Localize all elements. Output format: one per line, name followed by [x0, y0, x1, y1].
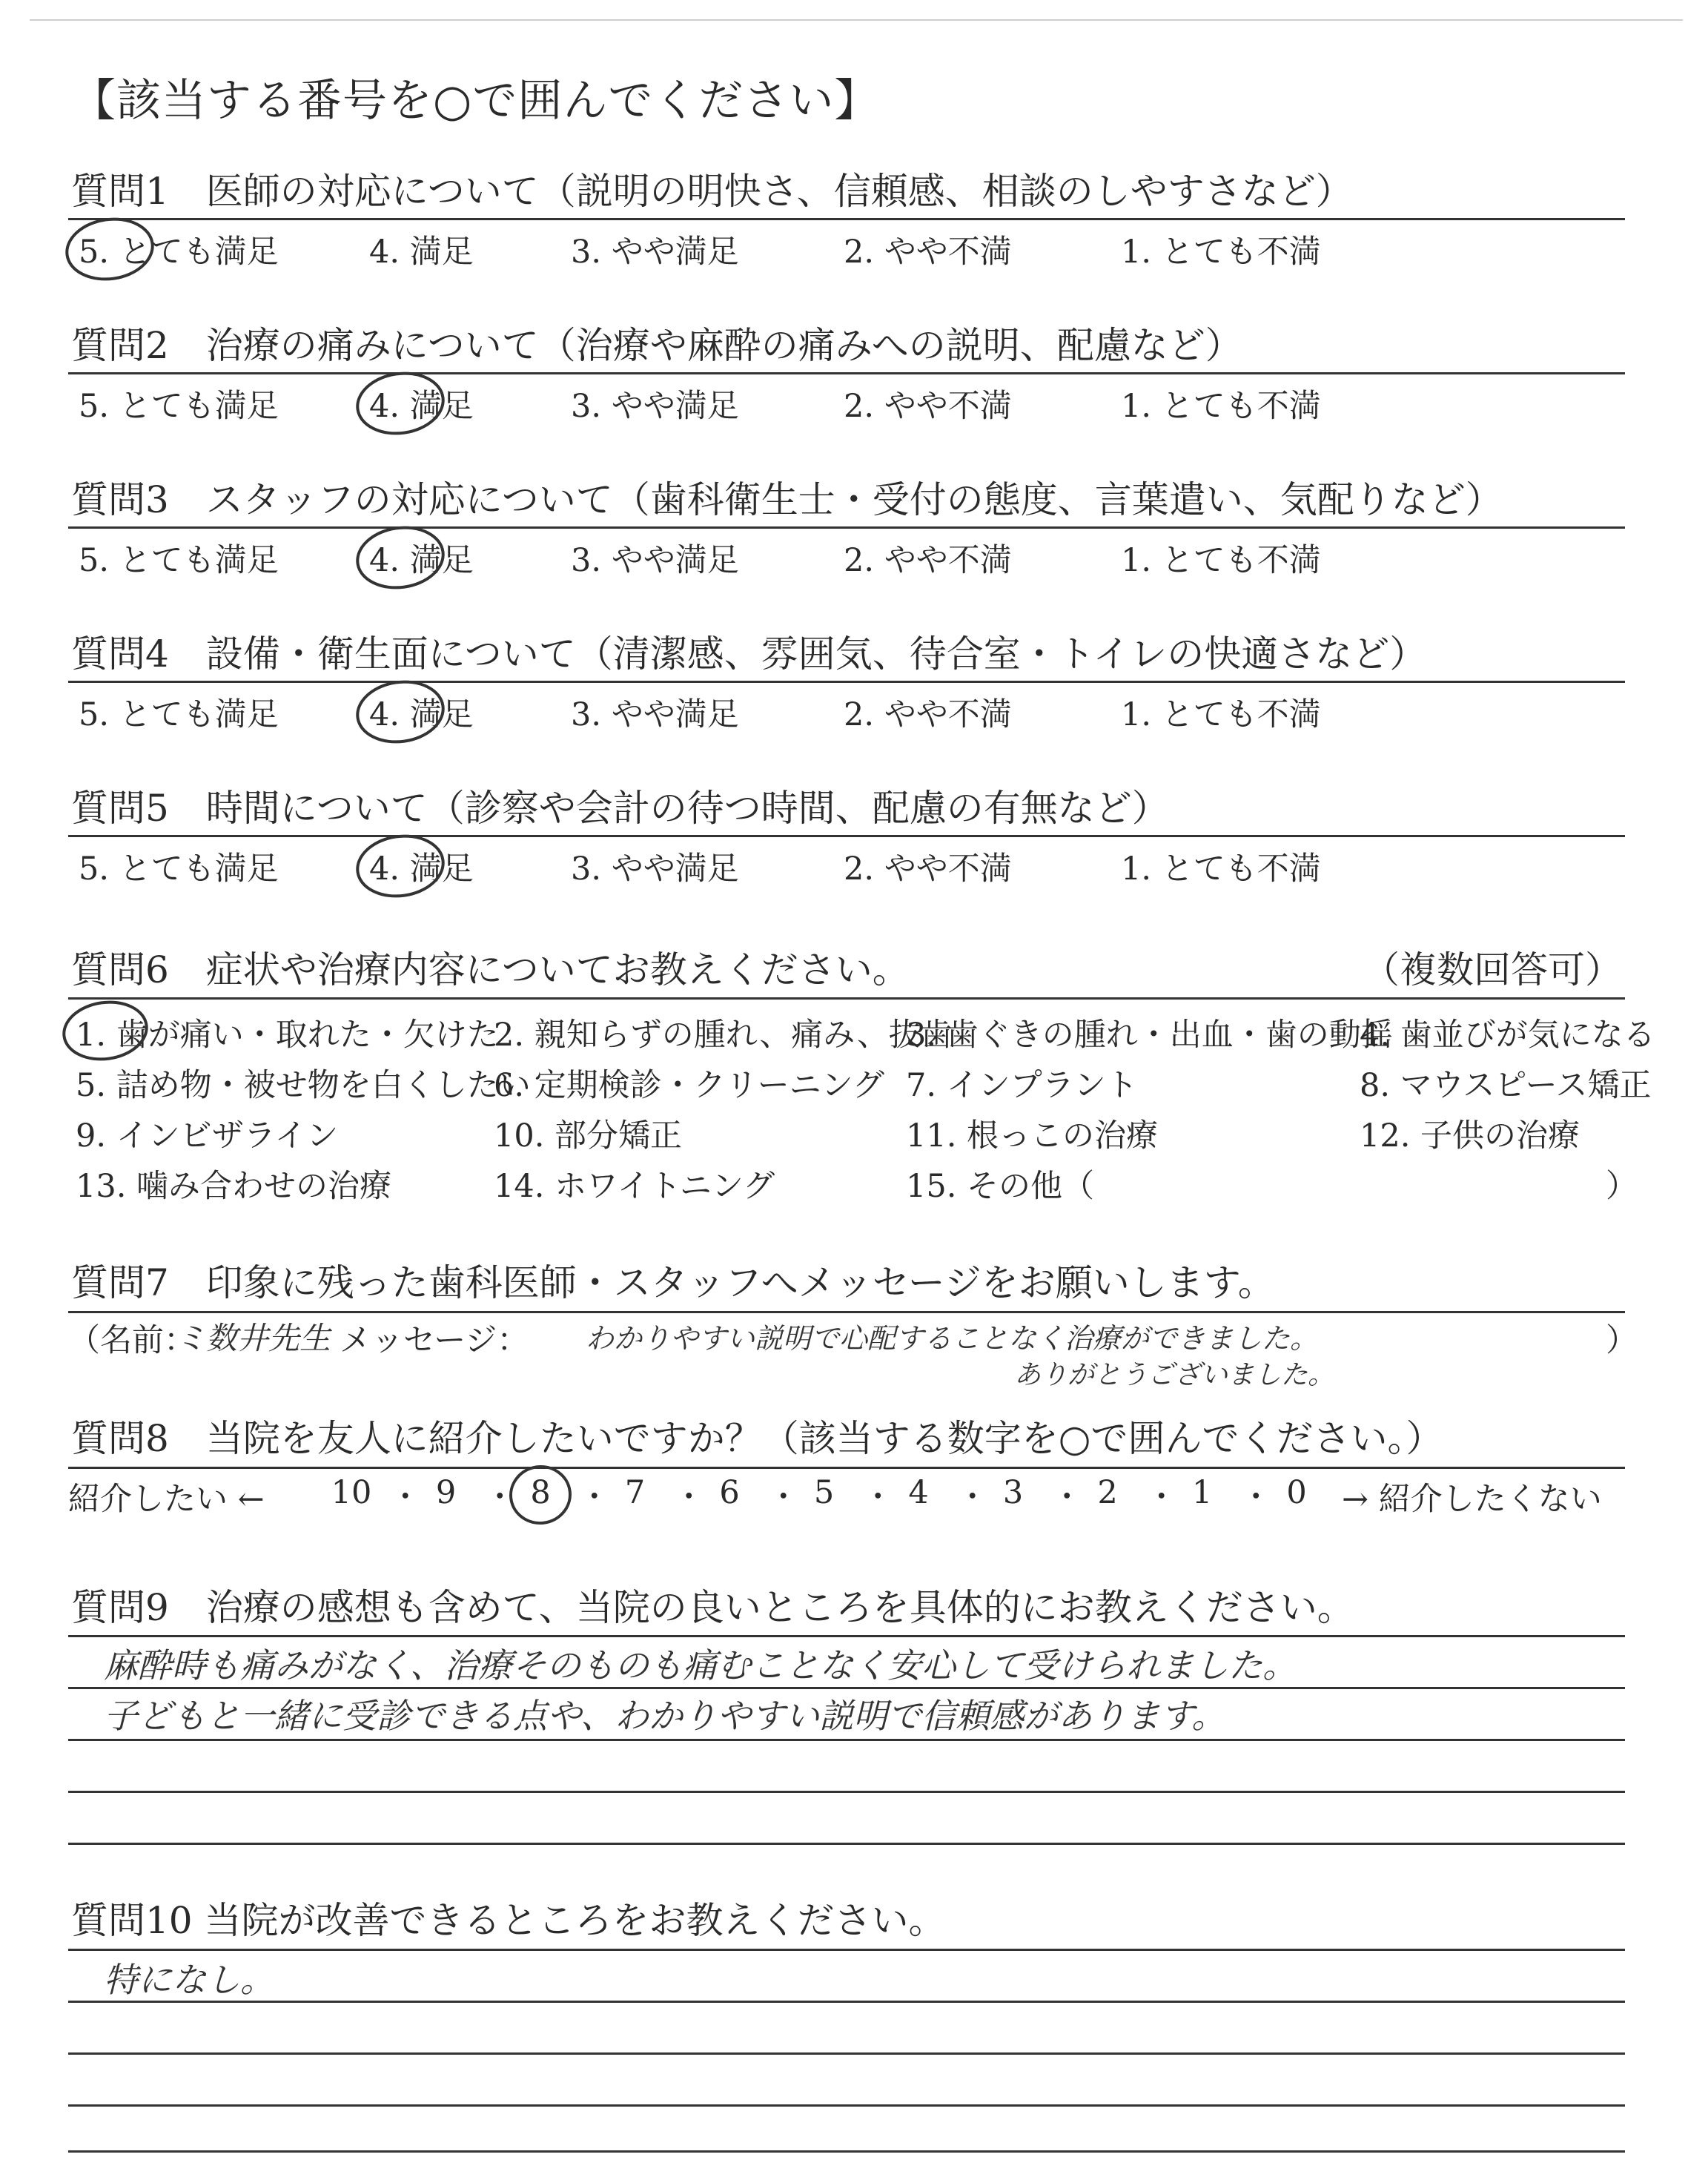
q9-rule-5: [68, 1843, 1625, 1845]
q6-note: （複数回答可）: [1363, 948, 1622, 991]
q8-scale-0: 0: [1286, 1474, 1307, 1511]
q6-option-6: 6. 定期検診・クリーニング: [494, 1067, 884, 1104]
q9-rule-4: [68, 1791, 1625, 1793]
q8-scale-6: 6: [719, 1474, 740, 1511]
q7-message-line1: わかりやすい説明で心配することなく治療ができました。: [586, 1322, 1319, 1355]
q1-option-4: 4. 満足: [369, 234, 474, 271]
q4-option-1: 1. とても不満: [1121, 696, 1321, 733]
q1-option-1: 1. とても不満: [1121, 234, 1321, 271]
q4-option-3: 3. やや満足: [571, 696, 739, 733]
q8-scale-5: 5: [813, 1474, 835, 1511]
q6-rule: [68, 997, 1625, 1000]
q6-option-7: 7. インプラント: [906, 1067, 1138, 1104]
q5-option-2: 2. やや不満: [844, 851, 1012, 888]
q7-message-label: メッセージ：: [340, 1322, 529, 1359]
q6-option-10: 10. 部分矯正: [494, 1117, 683, 1155]
q7-message-line2: ありがとうございました。: [1014, 1360, 1335, 1390]
q5-title: 質問5 時間について（診察や会計の待つ時間、配慮の有無など）: [71, 787, 1169, 830]
q8-separator: ・: [767, 1479, 799, 1515]
q3-option-1: 1. とても不満: [1121, 542, 1321, 579]
q6-option-14: 14. ホワイトニング: [494, 1168, 775, 1205]
q8-scale-10: 10: [331, 1474, 372, 1511]
q7-title: 質問7 印象に残った歯科医師・スタッフへメッセージをお願いします。: [71, 1261, 1275, 1304]
q6-option-8: 8. マウスピース矯正: [1360, 1067, 1652, 1104]
q1-option-2: 2. やや不満: [844, 234, 1012, 271]
q2-option-3: 3. やや満足: [571, 388, 739, 425]
q9-rule-3: [68, 1739, 1625, 1741]
q3-rule: [68, 526, 1625, 529]
q8-separator: ・: [389, 1479, 421, 1515]
q1-title: 質問1 医師の対応について（説明の明快さ、信頼感、相談のしやすさなど）: [71, 170, 1353, 213]
q10-rule-3: [68, 2052, 1625, 2055]
q8-scale-7: 7: [624, 1474, 646, 1511]
q4-option-5: 5. とても満足: [79, 696, 279, 733]
q6-option-12: 12. 子供の治療: [1360, 1117, 1580, 1155]
q8-scale-8: 8: [530, 1474, 551, 1511]
q8-scale-1: 1: [1191, 1474, 1213, 1511]
q6-option-5: 5. 詰め物・被せ物を白くしたい: [76, 1067, 531, 1104]
q9-answer-line2: 子どもと一緒に受診できる点や、わかりやすい説明で信頼感があります。: [104, 1696, 1226, 1736]
q4-title: 質問4 設備・衛生面について（清潔感、雰囲気、待合室・トイレの快適さなど）: [71, 633, 1427, 676]
q10-rule-2: [68, 2001, 1625, 2003]
q7-rule: [68, 1311, 1625, 1313]
q6-option-2: 2. 親知らずの腫れ、痛み、抜歯: [494, 1017, 953, 1054]
q1-option-5: 5. とても満足: [79, 234, 279, 271]
q10-rule-5: [68, 2150, 1625, 2153]
q10-title: 質問10 当院が改善できるところをお教えください。: [71, 1899, 946, 1942]
q8-separator: ・: [862, 1479, 894, 1515]
q7-name-label: （名前：: [68, 1322, 196, 1359]
q6-option-15-close: ）: [1606, 1168, 1638, 1205]
q5-option-5: 5. とても満足: [79, 851, 279, 888]
q2-option-1: 1. とても不満: [1121, 388, 1321, 425]
q2-option-2: 2. やや不満: [844, 388, 1012, 425]
q8-separator: ・: [673, 1479, 705, 1515]
instruction-heading: 【該当する番号を○で囲んでください】: [71, 75, 880, 127]
q9-answer-line1: 麻酔時も痛みがなく、治療そのものも痛むことなく安心して受けられました。: [104, 1645, 1297, 1685]
q8-rule: [68, 1467, 1625, 1469]
q6-option-9: 9. インビザライン: [76, 1117, 339, 1155]
q1-option-3: 3. やや満足: [571, 234, 739, 271]
q6-option-15: 15. その他（: [906, 1168, 1095, 1205]
q3-option-4: 4. 満足: [369, 542, 474, 579]
q6-title: 質問6 症状や治療内容についてお教えください。: [71, 948, 910, 991]
q6-option-3: 3. 歯ぐきの腫れ・出血・歯の動揺: [906, 1017, 1393, 1054]
q10-rule-4: [68, 2104, 1625, 2107]
q8-separator: ・: [956, 1479, 988, 1515]
q8-scale-2: 2: [1097, 1474, 1118, 1511]
q8-separator: ・: [1051, 1479, 1083, 1515]
q9-title: 質問9 治療の感想も含めて、当院の良いところを具体的にお教えください。: [71, 1586, 1354, 1629]
q5-option-4: 4. 満足: [369, 851, 474, 888]
q2-option-5: 5. とても満足: [79, 388, 279, 425]
q8-scale-4: 4: [908, 1474, 929, 1511]
q7-name-value: ミ数井先生: [175, 1320, 331, 1356]
q4-option-4: 4. 満足: [369, 696, 474, 733]
q6-option-11: 11. 根っこの治療: [906, 1117, 1159, 1155]
q8-scale-9: 9: [435, 1474, 457, 1511]
q6-option-1: 1. 歯が痛い・取れた・欠けた: [76, 1017, 499, 1054]
q4-option-2: 2. やや不満: [844, 696, 1012, 733]
q8-separator: ・: [484, 1479, 516, 1515]
q6-option-4: 4. 歯並びが気になる: [1360, 1017, 1655, 1054]
q6-option-13: 13. 噛み合わせの治療: [76, 1168, 392, 1205]
q9-rule-1: [68, 1635, 1625, 1637]
q5-rule: [68, 835, 1625, 837]
q4-rule: [68, 681, 1625, 683]
q5-option-3: 3. やや満足: [571, 851, 739, 888]
q8-separator: ・: [578, 1479, 610, 1515]
q8-title: 質問8 当院を友人に紹介したいですか？（該当する数字を○で囲んでください。）: [71, 1417, 1443, 1460]
q1-rule: [68, 218, 1625, 220]
q8-separator: ・: [1240, 1479, 1272, 1515]
q8-scale-3: 3: [1002, 1474, 1024, 1511]
q5-option-1: 1. とても不満: [1121, 851, 1321, 888]
q8-left-label: 紹介したい ←: [68, 1481, 265, 1518]
q8-separator: ・: [1145, 1479, 1177, 1515]
top-border: [30, 19, 1683, 21]
q2-title: 質問2 治療の痛みについて（治療や麻酔の痛みへの説明、配慮など）: [71, 324, 1242, 367]
q10-answer-line1: 特になし。: [104, 1960, 274, 2000]
q2-option-4: 4. 満足: [369, 388, 474, 425]
q3-option-3: 3. やや満足: [571, 542, 739, 579]
q3-option-2: 2. やや不満: [844, 542, 1012, 579]
q3-title: 質問3 スタッフの対応について（歯科衛生士・受付の態度、言葉遣い、気配りなど）: [71, 478, 1503, 521]
q2-rule: [68, 372, 1625, 374]
q3-option-5: 5. とても満足: [79, 542, 279, 579]
q7-close: ）: [1606, 1322, 1638, 1359]
q10-rule-1: [68, 1949, 1625, 1951]
q8-right-label: → 紹介したくない: [1342, 1481, 1602, 1518]
